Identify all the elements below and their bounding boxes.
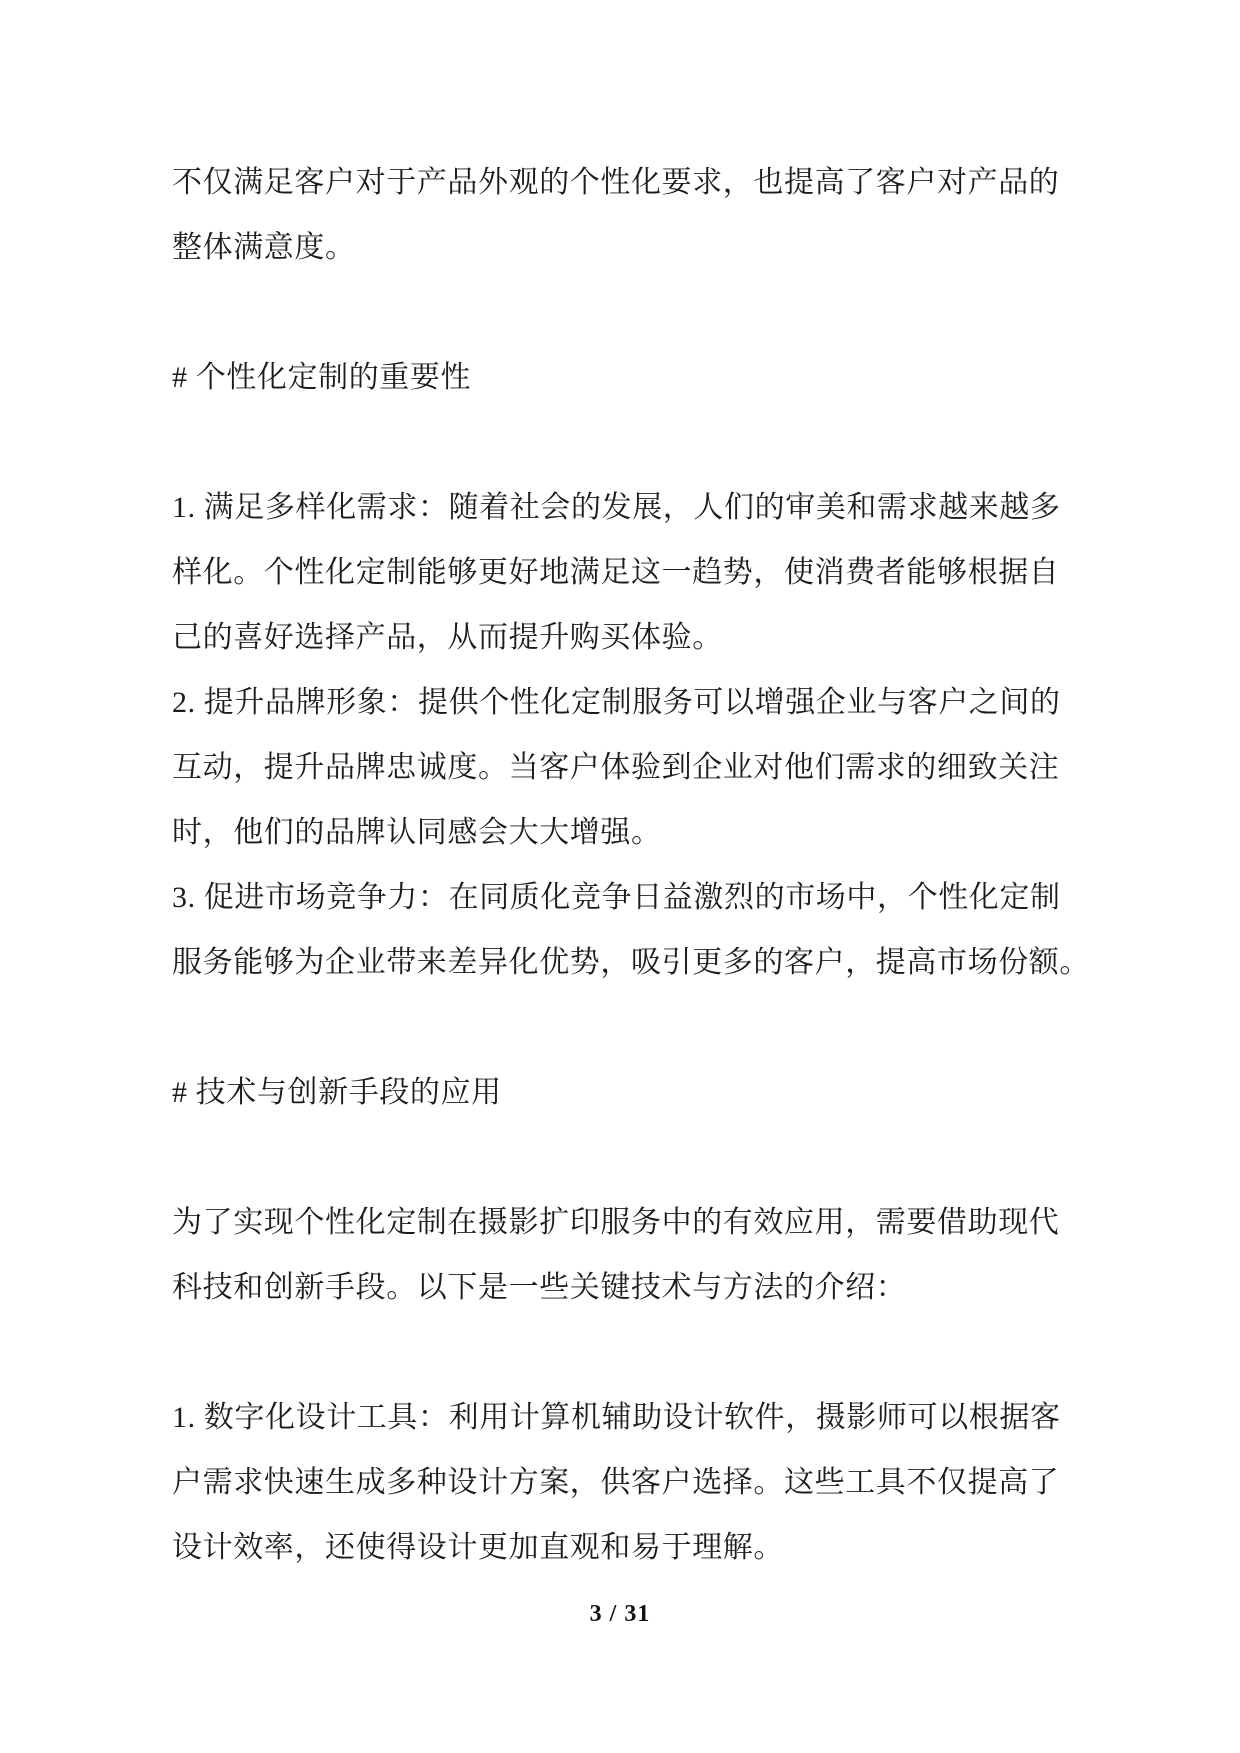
text-line: 服务能够为企业带来差异化优势，吸引更多的客户，提高市场份额。 bbox=[172, 946, 1090, 979]
text-line: 1. 满足多样化需求：随着社会的发展，人们的审美和需求越来越多 bbox=[172, 491, 1061, 524]
text-line: 己的喜好选择产品，从而提升购买体验。 bbox=[172, 621, 723, 654]
text-line: 1. 数字化设计工具：利用计算机辅助设计软件，摄影师可以根据客 bbox=[172, 1401, 1061, 1434]
technology-list bbox=[172, 1385, 1200, 1580]
page-number: 3 / 31 bbox=[589, 1601, 651, 1627]
text-line: 2. 提升品牌形象：提供个性化定制服务可以增强企业与客户之间的 bbox=[172, 686, 1061, 719]
intro-paragraph bbox=[172, 150, 1200, 280]
text-line: 户需求快速生成多种设计方案，供客户选择。这些工具不仅提高了 bbox=[172, 1466, 1060, 1499]
list-item bbox=[172, 475, 1200, 670]
list-item bbox=[172, 670, 1200, 865]
text-line: 时，他们的品牌认同感会大大增强。 bbox=[172, 816, 662, 849]
text-line: 3. 促进市场竞争力：在同质化竞争日益激烈的市场中，个性化定制 bbox=[172, 881, 1061, 914]
list-item bbox=[172, 865, 1200, 995]
heading-text: # 个性化定制的重要性 bbox=[172, 361, 472, 394]
text-line: 整体满意度。 bbox=[172, 231, 356, 264]
text-line: 不仅满足客户对于产品外观的个性化要求，也提高了客户对产品的 bbox=[172, 166, 1060, 199]
importance-list bbox=[172, 475, 1200, 995]
text-line: 设计效率，还使得设计更加直观和易于理解。 bbox=[172, 1531, 784, 1564]
section-heading-technology bbox=[172, 1060, 1200, 1125]
text-line: 互动，提升品牌忠诚度。当客户体验到企业对他们需求的细致关注 bbox=[172, 751, 1060, 784]
text-line: 样化。个性化定制能够更好地满足这一趋势，使消费者能够根据自 bbox=[172, 556, 1060, 589]
text-line: 为了实现个性化定制在摄影扩印服务中的有效应用，需要借助现代 bbox=[172, 1206, 1060, 1239]
text-line: 科技和创新手段。以下是一些关键技术与方法的介绍： bbox=[172, 1271, 907, 1304]
technology-intro-paragraph bbox=[172, 1190, 1200, 1320]
section-heading-importance bbox=[172, 345, 1200, 410]
list-item bbox=[172, 1385, 1200, 1580]
heading-text: # 技术与创新手段的应用 bbox=[172, 1076, 502, 1109]
